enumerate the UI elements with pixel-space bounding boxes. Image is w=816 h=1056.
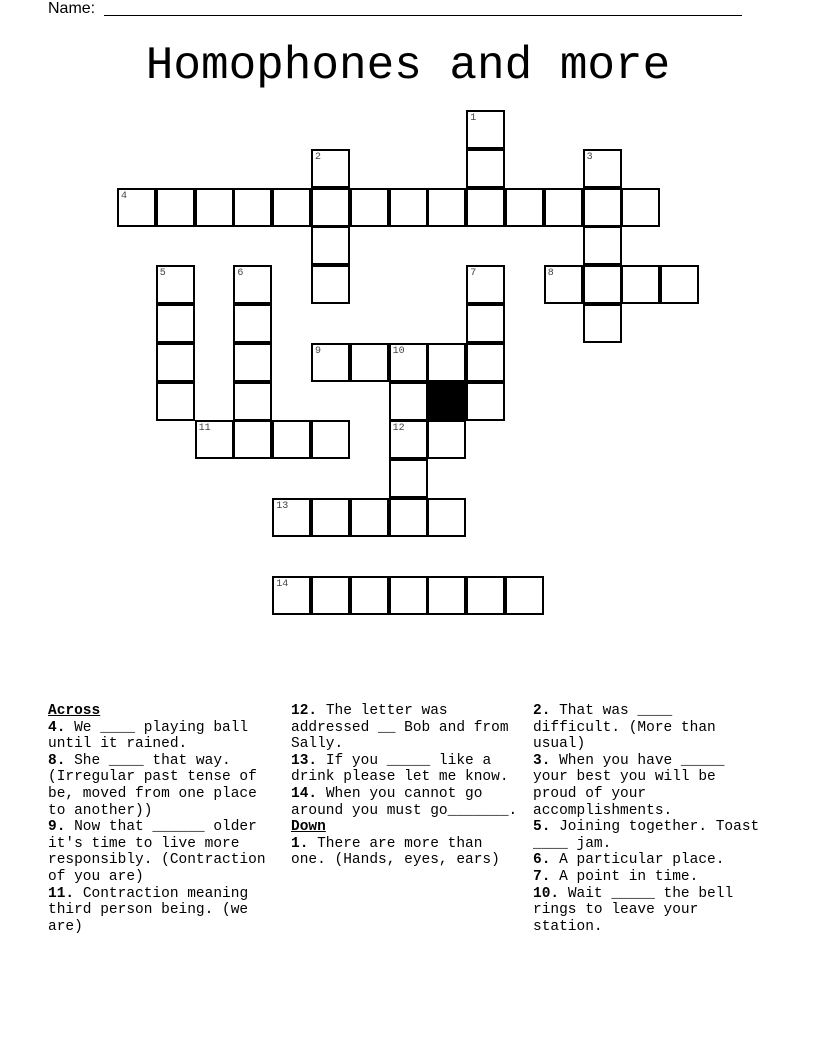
crossword-cell[interactable] (272, 498, 311, 537)
crossword-cell[interactable] (583, 265, 622, 304)
page-title: Homophones and more (145, 40, 671, 92)
cell-number: 11 (198, 423, 211, 435)
cell-number: 1 (470, 113, 477, 124)
crossword-cell[interactable] (350, 188, 389, 227)
crossword-cell[interactable] (233, 420, 272, 459)
crossword-cell[interactable] (466, 576, 505, 615)
crossword-cell[interactable] (583, 188, 622, 227)
name-label: Name: (48, 0, 96, 17)
crossword-cell[interactable] (544, 265, 583, 304)
crossword-cell[interactable] (427, 420, 466, 459)
cell-number: 14 (276, 578, 289, 590)
clue-across-13: 13. If you _____ like a drink please let me know. (291, 752, 509, 786)
crossword-cell[interactable] (427, 576, 466, 615)
crossword-cell[interactable] (311, 149, 350, 188)
cell-number: 2 (315, 151, 322, 163)
clue-down-5: 5. Joining together. Toast ____ jam. (533, 819, 760, 852)
crossword-cell[interactable] (311, 498, 350, 537)
crossword-cell[interactable] (583, 149, 622, 188)
crossword-cell[interactable] (389, 343, 428, 382)
crossword-cell[interactable] (195, 188, 234, 227)
crossword-cell[interactable] (272, 576, 311, 615)
cell-number: 7 (470, 268, 477, 280)
crossword-cell[interactable] (621, 188, 660, 227)
crossword-cell[interactable] (233, 188, 272, 227)
crossword-cell[interactable] (350, 343, 389, 382)
across-heading: Across (48, 703, 101, 719)
clue-down-3: 3. When you have _____ your best you will be proud of your accomplishments. (533, 752, 725, 819)
cell-number: 3 (586, 151, 593, 163)
crossword-cell[interactable] (389, 459, 428, 498)
cell-number: 4 (121, 190, 128, 202)
crossword-cell[interactable] (156, 343, 195, 382)
clues-column-1 (48, 703, 280, 935)
crossword-cell[interactable] (427, 188, 466, 227)
crossword-cell[interactable] (233, 382, 272, 421)
crossword-cell[interactable] (427, 498, 466, 537)
crossword-cell[interactable] (311, 576, 350, 615)
crossword-cell[interactable] (311, 188, 350, 227)
crossword-cell[interactable] (272, 420, 311, 459)
crossword-cell[interactable] (272, 188, 311, 227)
crossword-cell[interactable] (583, 304, 622, 343)
crossword-cell[interactable] (389, 188, 428, 227)
crossword-cell[interactable] (156, 188, 195, 227)
clue-down-10: 10. Wait _____ the bell rings to leave your station. (533, 885, 734, 935)
crossword-cell[interactable] (466, 149, 505, 188)
crossword-cell[interactable] (466, 188, 505, 227)
crossword-cell[interactable] (350, 498, 389, 537)
crossword-cell[interactable] (311, 226, 350, 265)
cell-number: 6 (237, 268, 244, 280)
crossword-cell[interactable] (583, 226, 622, 265)
clue-across-11: 11. Contraction meaning third person being. (we are) (48, 885, 249, 935)
clues-column-3 (533, 703, 765, 935)
down-heading: Down (291, 819, 326, 836)
crossword-cell[interactable] (233, 265, 272, 304)
crossword-cell[interactable] (311, 343, 350, 382)
crossword-cell[interactable] (389, 420, 428, 459)
crossword-cell[interactable] (389, 498, 428, 537)
cell-number: 12 (392, 423, 405, 435)
crossword-cell[interactable] (466, 382, 505, 421)
crossword-cell[interactable] (311, 265, 350, 304)
crossword-cell[interactable] (389, 576, 428, 615)
cell-number: 9 (315, 345, 322, 357)
clue-down-1: 1. There are more than one. (Hands, eyes, ears) (291, 835, 500, 869)
crossword-block-cell (427, 382, 466, 421)
crossword-cell[interactable] (505, 188, 544, 227)
crossword-cell[interactable] (156, 304, 195, 343)
clues-column-2 (291, 703, 523, 869)
crossword-cell[interactable] (350, 576, 389, 615)
crossword-cell[interactable] (156, 382, 195, 421)
crossword-cell[interactable] (156, 265, 195, 304)
crossword-cell[interactable] (427, 343, 466, 382)
crossword-cell[interactable] (233, 304, 272, 343)
crossword-cell[interactable] (544, 188, 583, 227)
crossword-cell[interactable] (117, 188, 156, 227)
crossword-cell[interactable] (505, 576, 544, 615)
crossword-cell[interactable] (389, 382, 428, 421)
crossword-cell[interactable] (311, 420, 350, 459)
cell-number: 10 (392, 345, 405, 357)
crossword-cell[interactable] (466, 304, 505, 343)
clue-across-8: 8. She ____ that way. (Irregular past tense of be, moved from one place to another)) (48, 752, 257, 819)
clue-across-9: 9. Now that ______ older it's time to live more responsibly. (Contraction of you are) (48, 819, 266, 885)
crossword-cell[interactable] (660, 265, 699, 304)
crossword-cell[interactable] (621, 265, 660, 304)
cell-number: 5 (159, 268, 166, 280)
crossword-cell[interactable] (233, 343, 272, 382)
crossword-cell[interactable] (466, 110, 505, 149)
crossword-cell[interactable] (466, 343, 505, 382)
clue-across-12: 12. The letter was addressed __ Bob and from Sally. (291, 703, 509, 753)
cell-number: 13 (276, 501, 289, 512)
clue-across-14: 14. When you cannot go around you must go_______. (291, 785, 518, 819)
clue-down-7: 7. A point in time. (533, 868, 699, 885)
crossword-cell[interactable] (466, 265, 505, 304)
crossword-cell[interactable] (195, 420, 234, 459)
clue-down-2: 2. That was ____ difficult. (More than usual) (533, 703, 716, 753)
clue-across-4: 4. We ____ playing ball until it rained. (48, 719, 249, 753)
clue-down-6: 6. A particular place. (533, 852, 725, 869)
cell-number: 8 (547, 268, 554, 280)
